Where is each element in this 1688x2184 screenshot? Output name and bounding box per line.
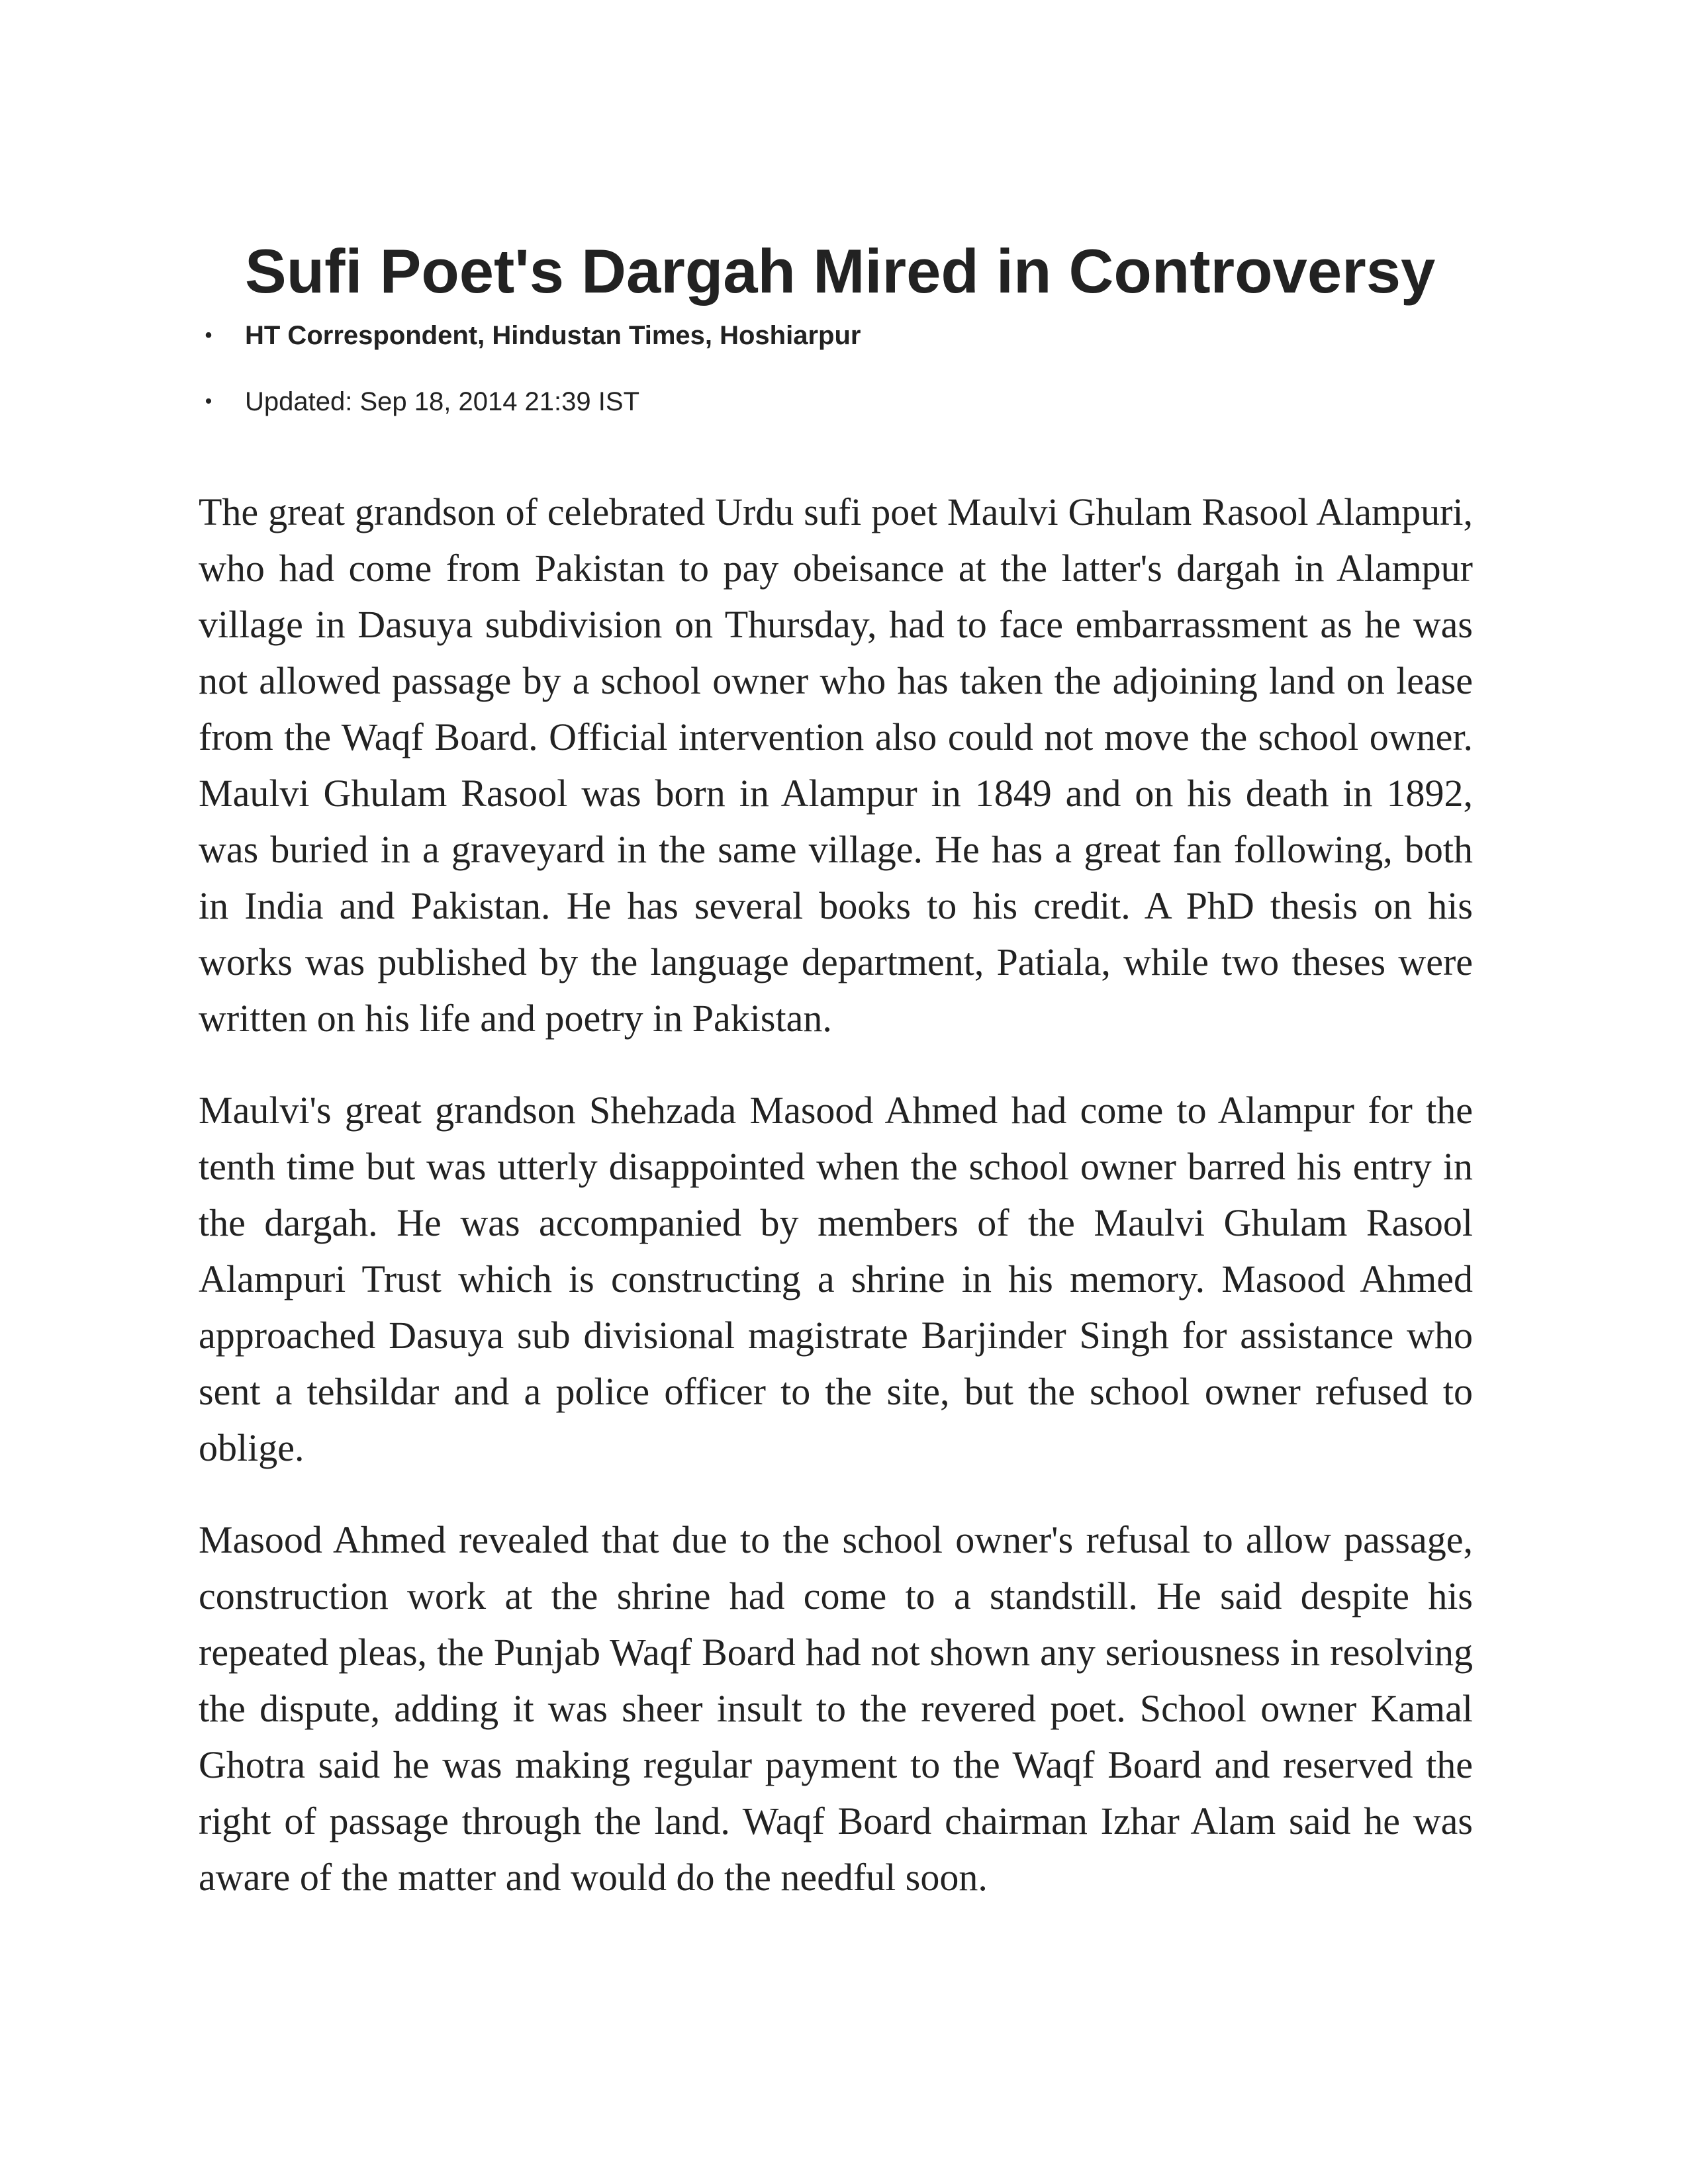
article-meta-list bbox=[199, 317, 1473, 420]
byline-item bbox=[199, 317, 1473, 354]
updated-item bbox=[199, 383, 1473, 420]
document-page bbox=[199, 235, 1473, 1941]
article-paragraph-2: Maulvi's great grandson Shehzada Masood Ahmed had come to Alampur for the tenth time but was utterly disappointed when the school owner barred his entry in the dargah. He was accompanied by members of the Maulvi Ghulam Rasool Alampuri Trust which is constructing a shrine in his memory. Masood Ahmed approached Dasuya sub divisional magistrate Barjinder Singh for assistance who sent a tehsildar and a police officer to the site, but the school owner refused to oblige. bbox=[199, 1089, 1473, 1469]
bullet-icon: • bbox=[205, 324, 212, 346]
article-paragraph-1: The great grandson of celebrated Urdu sufi poet Maulvi Ghulam Rasool Alampuri, who had come from Pakistan to pay obeisance at the latter's dargah in Alampur village in Dasuya subdivision on Thursday, had to face embarrassment as he was not allowed passage by a school owner who has taken the adjoining land on lease from the Waqf Board. Official intervention also could not move the school owner. Maulvi Ghulam Rasool was born in Alampur in 1849 and on his death in 1892, was buried in a graveyard in the same village. He has a great fan following, both in India and Pakistan. He has several books to his credit. A PhD thesis on his works was published by the language department, Patiala, while two theses were written on his life and poetry in Pakistan. bbox=[199, 490, 1473, 1040]
article-headline: Sufi Poet's Dargah Mired in Controversy bbox=[245, 236, 1436, 306]
bullet-icon: • bbox=[205, 390, 212, 412]
updated-text: Updated: Sep 18, 2014 21:39 IST bbox=[245, 387, 639, 416]
article-paragraph-3: Masood Ahmed revealed that due to the school owner's refusal to allow passage, construction work at the shrine had come to a standstill. He said despite his repeated pleas, the Punjab Waqf Board had not shown any seriousness in resolving the dispute, adding it was sheer insult to the revered poet. School owner Kamal Ghotra said he was making regular payment to the Waqf Board and reserved the right of passage through the land. Waqf Board chairman Izhar Alam said he was aware of the matter and would do the needful soon. bbox=[199, 1518, 1473, 1899]
byline-text: HT Correspondent, Hindustan Times, Hoshiarpur bbox=[245, 321, 861, 350]
article-body bbox=[199, 484, 1473, 1905]
